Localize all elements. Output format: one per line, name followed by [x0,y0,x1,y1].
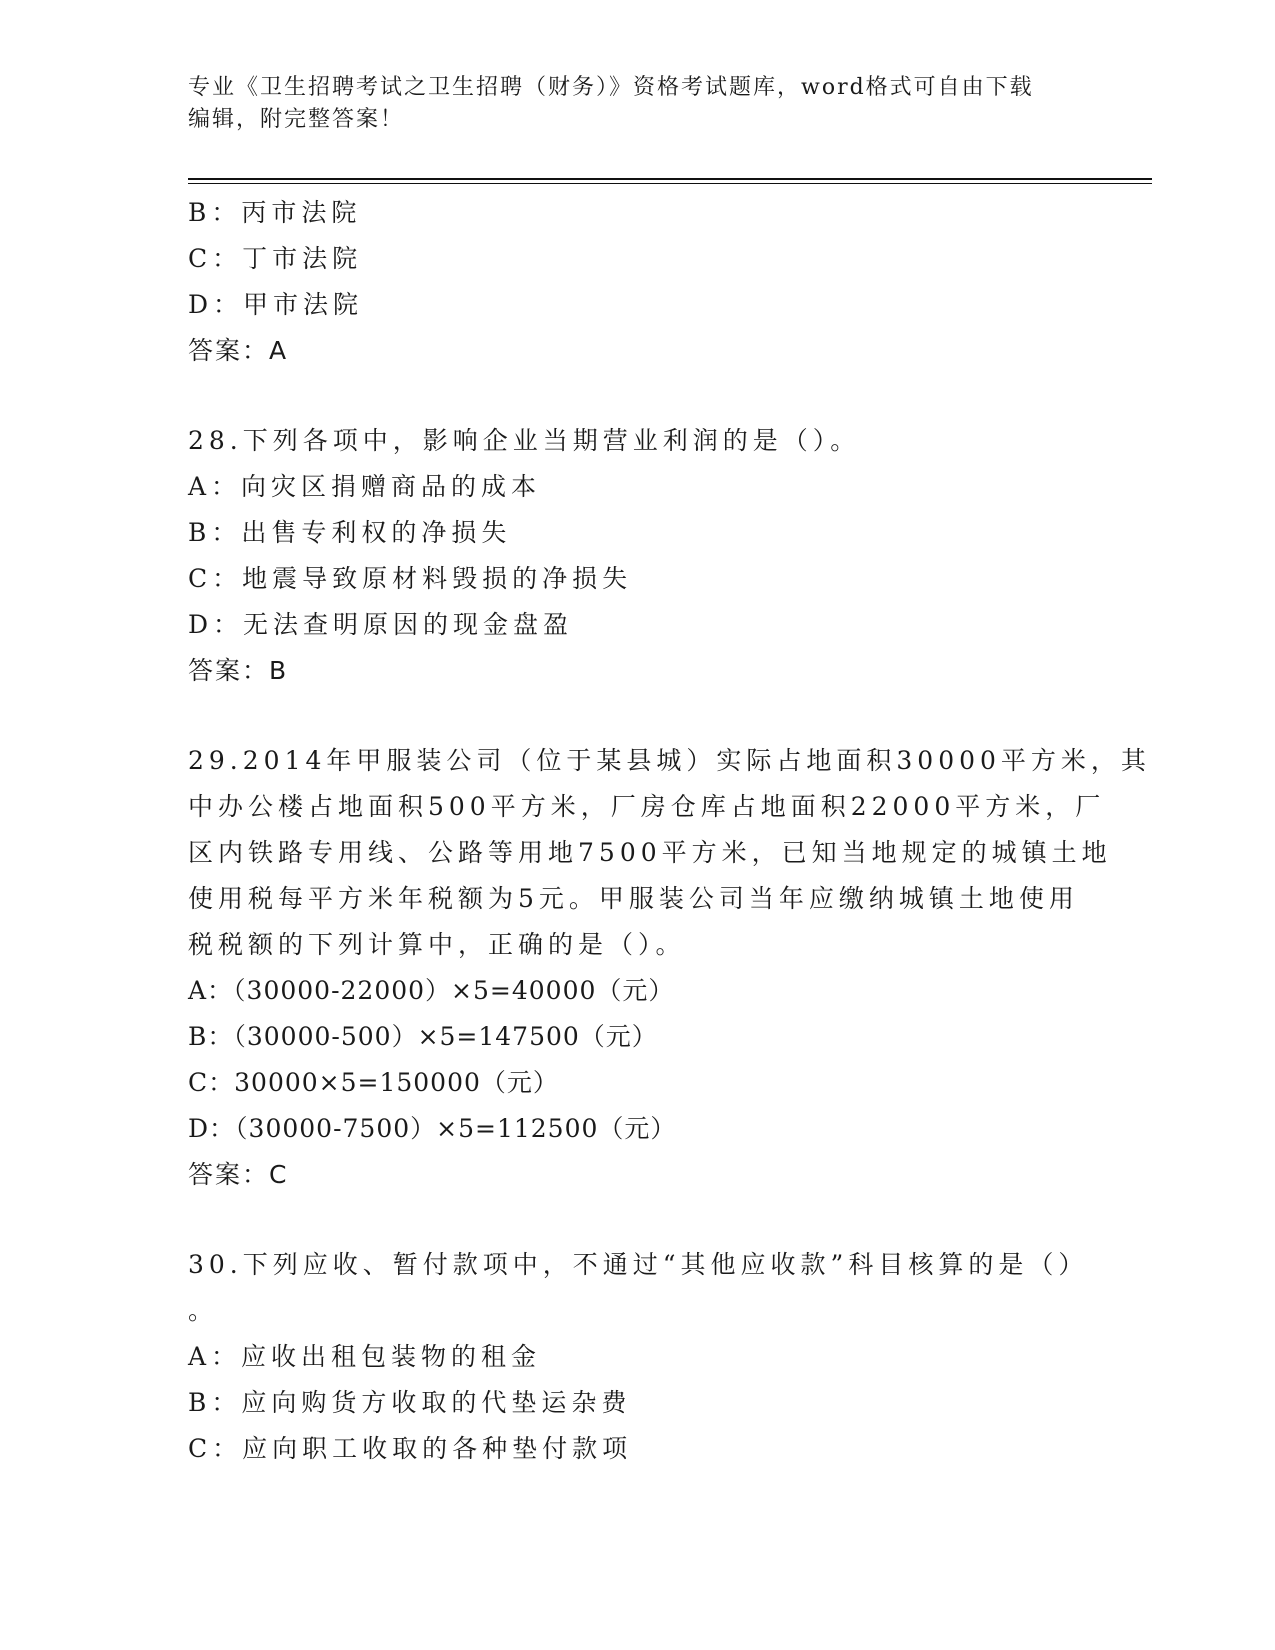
answer-value: B [269,656,287,685]
question-stem [188,738,1151,968]
question-28 [188,418,1088,694]
question-stem: 28.下列各项中，影响企业当期营业利润的是（）。 [188,426,861,455]
option-d: D：无法查明原因的现金盘盈 [188,610,574,639]
stem-line: 区内铁路专用线、公路等用地7500平方米，已知当地规定的城镇土地 [188,838,1112,867]
question-stem: 30.下列应收、暂付款项中，不通过“其他应收款”科目核算的是（） [188,1250,1089,1279]
option-a: A：（30000-22000）×5=40000（元） [188,976,675,1005]
stem-line: 税税额的下列计算中，正确的是（）。 [188,930,686,959]
option-d: D：（30000-7500）×5=112500（元） [188,1114,677,1143]
question-30 [188,1242,1088,1472]
answer-label: 答案： [188,336,270,365]
answer-line [188,328,1088,374]
option-d: D：甲市法院 [188,290,364,319]
question-29 [188,738,1151,1198]
question-stem-tail: 。 [188,1296,214,1325]
document-header [188,72,1088,136]
option-b: B：（30000-500）×5=147500（元） [188,1022,658,1051]
option-c: C：地震导致原材料毁损的净损失 [188,564,633,593]
answer-line [188,648,1088,694]
answer-line [188,1152,1088,1198]
header-divider-thin [188,183,1152,184]
option-b: B：应向购货方收取的代垫运杂费 [188,1388,632,1417]
option-c: C：30000×5=150000（元） [188,1068,559,1097]
option-c: C：应向职工收取的各种垫付款项 [188,1434,633,1463]
question-body [188,190,1151,1472]
header-line-1: 专业《卫生招聘考试之卫生招聘（财务）》资格考试题库，word格式可自由下载 [188,75,1034,100]
answer-label: 答案： [188,656,270,685]
answer-label: 答案： [188,1160,270,1189]
answer-value: A [269,336,287,365]
header-divider-thick [188,178,1152,180]
question-27-continued [188,190,1088,374]
header-line-2: 编辑，附完整答案！ [188,107,405,132]
option-a: A：向灾区捐赠商品的成本 [188,472,542,501]
answer-value: C [269,1160,287,1189]
stem-line: 29.2014年甲服装公司（位于某县城）实际占地面积30000平方米，其 [188,746,1151,775]
stem-line: 使用税每平方米年税额为5元。甲服装公司当年应缴纳城镇土地使用 [188,884,1079,913]
option-b: B：丙市法院 [188,198,362,227]
option-c: C：丁市法院 [188,244,363,273]
option-a: A：应收出租包装物的租金 [188,1342,542,1371]
option-b: B：出售专利权的净损失 [188,518,512,547]
stem-line: 中办公楼占地面积500平方米，厂房仓库占地面积22000平方米，厂 [188,792,1106,821]
